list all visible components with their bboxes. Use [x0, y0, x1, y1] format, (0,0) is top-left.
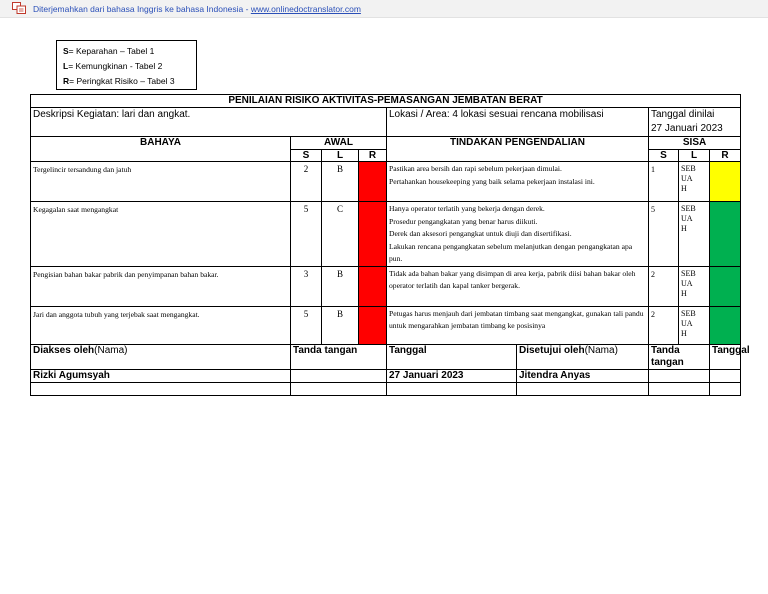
header-r: R [359, 150, 387, 162]
residual-s: 1 [649, 162, 679, 202]
residual-s: 2 [649, 266, 679, 306]
table-row [31, 306, 741, 344]
location-area: Lokasi / Area: 4 lokasi sesuai rencana mobilisasi [387, 108, 649, 137]
initial-l: B [322, 162, 359, 202]
table-row [31, 266, 741, 306]
initial-l: C [322, 202, 359, 267]
residual-r-color [710, 306, 741, 344]
residual-r-color [710, 162, 741, 202]
approved-by-label: Disetujui oleh(Nama) [517, 344, 649, 369]
translator-link[interactable]: www.onlinedoctranslator.com [250, 4, 361, 14]
empty-cell [31, 382, 291, 395]
translator-logo-icon [12, 2, 26, 14]
control-cell: Hanya operator terlatih yang bekerja dengan derek. Prosedur pengangkatan yang benar harus diikuti. Derek dan aksesori pengangkat untuk diuji dan disertifikasi. Lakukan rencana pengangkatan sebelum melanjutkan dengan pengangkatan apa pun. [387, 202, 649, 267]
legend-item: S= Keparahan – Tabel 1 [63, 46, 155, 56]
initial-r-color [359, 266, 387, 306]
date-label-2: Tanggal [710, 344, 741, 369]
control-cell: Petugas harus menjauh dari jembatan timbang saat mengangkat, gunakan tali pandu untuk mengarahkan jembatan timbang ke posisinya [387, 306, 649, 344]
legend-item: L= Kemungkinan - Tabel 2 [63, 61, 163, 71]
hazard-cell: Pengisian bahan bakar pabrik dan penyimpanan bahan bakar. [31, 266, 291, 306]
date-assessed: Tanggal dinilai 27 Januari 2023 [649, 108, 741, 137]
legend-item: R= Peringkat Risiko – Tabel 3 [63, 76, 175, 86]
risk-assessment-table [30, 94, 750, 396]
initial-s: 3 [291, 266, 322, 306]
approver-signature [649, 369, 710, 382]
translator-notice: Diterjemahkan dari bahasa Inggris ke bahasa Indonesia - www.onlinedoctranslator.com [33, 4, 361, 14]
legend-box [56, 40, 197, 90]
empty-cell [387, 382, 517, 395]
header-s: S [291, 150, 322, 162]
header-residual-s: S [649, 150, 679, 162]
initial-s: 5 [291, 306, 322, 344]
empty-cell [517, 382, 649, 395]
initial-r-color [359, 306, 387, 344]
initial-l: B [322, 306, 359, 344]
empty-cell [649, 382, 710, 395]
header-initial: AWAL [291, 137, 387, 150]
hazard-cell: Kegagalan saat mengangkat [31, 202, 291, 267]
signature-label-2: Tanda tangan [649, 344, 710, 369]
residual-r-color [710, 266, 741, 306]
control-cell: Pastikan area bersih dan rapi sebelum pekerjaan dimulai. Pertahankan housekeeping yang baik selama pekerjaan instalasi ini. [387, 162, 649, 202]
hazard-cell: Jari dan anggota tubuh yang terjebak saat mengangkat. [31, 306, 291, 344]
residual-s: 5 [649, 202, 679, 267]
approver-date [710, 369, 741, 382]
reviewed-by-label: Diakses oleh(Nama) [31, 344, 291, 369]
header-hazard: BAHAYA [31, 137, 291, 162]
date-label: Tanggal [387, 344, 517, 369]
header-l: L [322, 150, 359, 162]
residual-s: 2 [649, 306, 679, 344]
table-row [31, 202, 741, 267]
residual-r-color [710, 202, 741, 267]
residual-l: SEB UA H [679, 162, 710, 202]
header-residual: SISA [649, 137, 741, 150]
table-title: PENILAIAN RISIKO AKTIVITAS-PEMASANGAN JEMBATAN BERAT [31, 95, 741, 108]
residual-l: SEB UA H [679, 266, 710, 306]
header-residual-l: L [679, 150, 710, 162]
initial-r-color [359, 162, 387, 202]
signature-label: Tanda tangan [291, 344, 387, 369]
empty-cell [710, 382, 741, 395]
control-cell: Tidak ada bahan bakar yang disimpan di area kerja, pabrik diisi bahan bakar oleh operator terlatih dan kapal tanker bergerak. [387, 266, 649, 306]
approver-name: Jitendra Anyas [517, 369, 649, 382]
hazard-cell: Tergelincir tersandung dan jatuh [31, 162, 291, 202]
reviewer-signature [291, 369, 387, 382]
residual-l: SEB UA H [679, 202, 710, 267]
reviewer-name: Rizki Agumsyah [31, 369, 291, 382]
initial-s: 5 [291, 202, 322, 267]
table-row [31, 162, 741, 202]
residual-l: SEB UA H [679, 306, 710, 344]
reviewer-date: 27 Januari 2023 [387, 369, 517, 382]
header-control: TINDAKAN PENGENDALIAN [387, 137, 649, 162]
translator-bar [0, 0, 768, 18]
empty-cell [291, 382, 387, 395]
initial-s: 2 [291, 162, 322, 202]
activity-description: Deskripsi Kegiatan: lari dan angkat. [31, 108, 387, 137]
initial-l: B [322, 266, 359, 306]
header-residual-r: R [710, 150, 741, 162]
initial-r-color [359, 202, 387, 267]
